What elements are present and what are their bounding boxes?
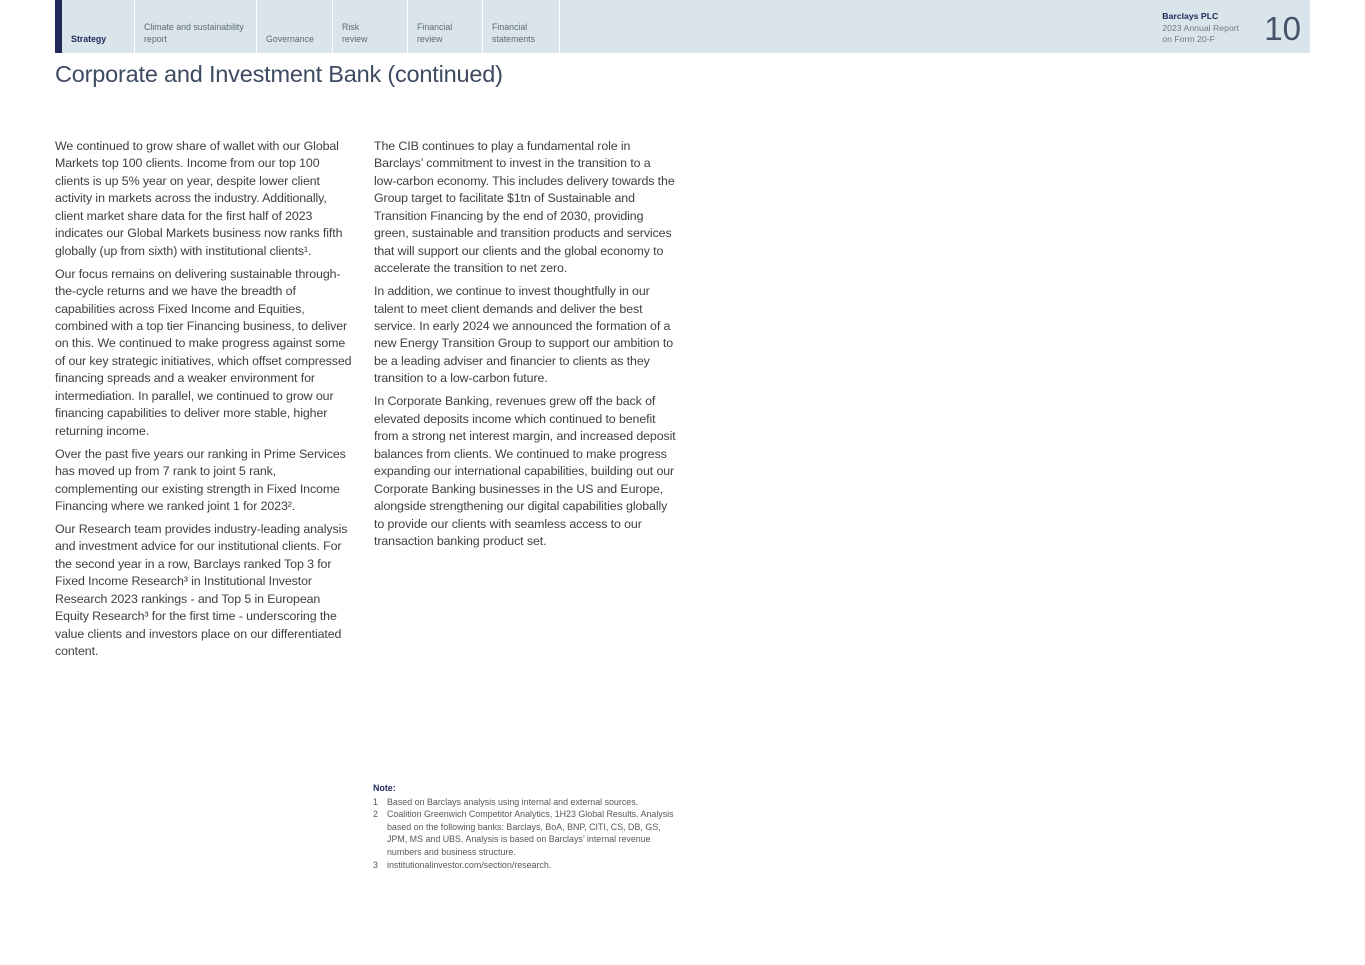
note-text: Based on Barclays analysis using internal and external sources. [387, 796, 639, 807]
header-bar [55, 0, 1310, 53]
notes-section [373, 782, 675, 871]
note-number: 3 [373, 859, 378, 870]
paragraph: The CIB continues to play a fundamental role in Barclays’ commitment to invest in the transition to a low-carbon economy. This includes delivery towards the Group target to facilitate $1tn of Sustainable and Transition Financing by the end of 2030, providing green, sustainable and transition products and services that will support our clients and the global economy to accelerate the transition to net zero. [374, 139, 675, 276]
tab-label: Financial review [417, 22, 453, 44]
header-spacer [560, 0, 1162, 53]
tab-strategy[interactable] [62, 0, 135, 53]
note-item [373, 808, 675, 858]
note-number: 2 [373, 809, 378, 820]
paragraph: Over the past five years our ranking in Prime Services has moved up from 7 rank to joint 5 rank, complementing our existing strength in Fixed Income Financing where we ranked joint 1 for 2023². [55, 446, 346, 514]
tab-label: Risk review [342, 22, 368, 44]
body-content [55, 138, 676, 666]
paragraph: We continued to grow share of wallet with our Global Markets top 100 clients. Income from our top 100 clients is up 5% year on year, despite lower client activity in markets across the industry. Additionally, client market share data for the first half of 2023 indicates our Global Markets business now ranks fifth globally (up from sixth) with institutional clients¹. [55, 139, 343, 258]
text-column-2 [374, 138, 676, 666]
brand-name: Barclays PLC [1162, 11, 1219, 21]
page-number: 10 [1264, 10, 1301, 47]
tab-climate-and-sustainability-report[interactable] [135, 0, 257, 53]
paragraph: Our focus remains on delivering sustainable through-the-cycle returns and we have the breadth of capabilities across Fixed Income and Equities, combined with a top tier Financing business, to deliver on this. We continued to make progress against some of our key strategic initiatives, which offset compressed financing spreads and a weaker environment for intermediation. In parallel, we continued to grow our financing capabilities to deliver more stable, higher returning income. [55, 266, 352, 438]
brand-report-line2: on Form 20-F [1162, 34, 1215, 45]
page-title: Corporate and Investment Bank (continued) [55, 61, 503, 87]
brand-block [1162, 0, 1250, 53]
tab-financial-statements[interactable] [483, 0, 560, 53]
tab-label: Climate and sustainability report [144, 22, 244, 44]
paragraph: In addition, we continue to invest thoughtfully in our talent to meet client demands and deliver the best service. In early 2024 we announced the formation of a new Energy Transition Group to support our ambition to be a leading adviser and financier to clients as they transition to a low-carbon future. [374, 284, 674, 386]
text-column-1 [55, 138, 357, 666]
tab-label: Governance [266, 33, 314, 44]
tab-label: Strategy [71, 33, 107, 44]
paragraph: Our Research team provides industry-leading analysis and investment advice for our institutional clients. For the second year in a row, Barclays ranked Top 3 for Fixed Income Research³ in Institutional Investor Research 2023 rankings - and Top 5 in European Equity Research³ for the first time - underscoring the value clients and investors place on our differentiated content. [55, 522, 348, 659]
brand-report-line1: 2023 Annual Report [1162, 22, 1240, 33]
paragraph: In Corporate Banking, revenues grew off the back of elevated deposits income which continued to benefit from a strong net interest margin, and increased deposit balances from clients. We continued to make progress expanding our international capabilities, building out our Corporate Banking businesses in the US and Europe, alongside strengthening our digital capabilities globally to provide our clients with seamless access to our transaction banking product set. [374, 394, 676, 548]
notes-label: Note: [373, 783, 396, 793]
tab-governance[interactable] [257, 0, 333, 53]
note-item [373, 796, 675, 809]
tab-financial-review[interactable] [408, 0, 483, 53]
note-text: institutionalinvestor.com/section/research. [387, 859, 552, 870]
note-text: Coalition Greenwich Competitor Analytics, 1H23 Global Results. Analysis based on the following banks: Barclays, BoA, BNP, CITI, CS, DB, GS, JPM, MS and UBS. Analysis is based on Barclays’ internal revenue numbers and business structure. [387, 809, 674, 857]
tab-label: Financial statements [492, 22, 536, 44]
header-accent-bar [55, 0, 62, 53]
note-item [373, 859, 675, 872]
tab-risk-review[interactable] [333, 0, 408, 53]
note-number: 1 [373, 796, 378, 807]
